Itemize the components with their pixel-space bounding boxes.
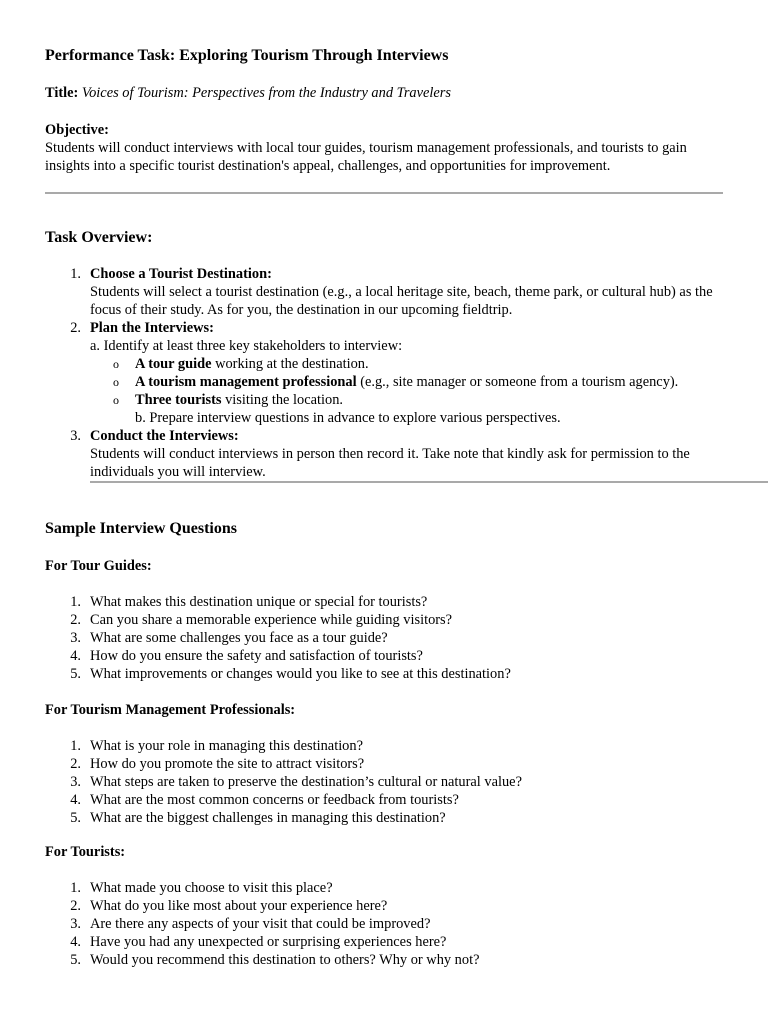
question-text: What do you like most about your experience here? — [90, 898, 388, 914]
tour-guide-questions — [45, 593, 725, 683]
list-item-label: Plan the Interviews: — [90, 320, 214, 336]
tourist-questions — [45, 879, 725, 969]
list-number: 2. — [70, 612, 81, 628]
group-heading-management: For Tourism Management Professionals: — [45, 702, 296, 718]
question-text: How do you ensure the safety and satisfaction of tourists? — [90, 648, 423, 664]
task-overview-heading: Task Overview: — [45, 229, 153, 246]
list-item — [45, 791, 725, 809]
list-number: 3. — [70, 428, 81, 444]
list-number: 1. — [70, 266, 81, 282]
stakeholder-name: A tour guide — [135, 356, 212, 372]
question-text: What is your role in managing this destination? — [90, 738, 363, 754]
prepare-questions-text: b. Prepare interview questions in advance to explore various perspectives. — [135, 410, 561, 426]
bullet-marker: o — [113, 393, 119, 407]
list-item — [45, 265, 725, 319]
list-number: 3. — [70, 630, 81, 646]
list-number: 2. — [70, 756, 81, 772]
list-item — [45, 647, 725, 665]
question-text: What steps are taken to preserve the destination’s cultural or natural value? — [90, 774, 522, 790]
objective-label: Objective: — [45, 122, 109, 138]
list-item — [45, 951, 725, 969]
list-item-text: Students will select a tourist destination (e.g., a local heritage site, beach, theme park, or cultural hub) as the focus of their study. As for you, the destination in our upcoming fieldtrip. — [90, 284, 713, 318]
question-text: Would you recommend this destination to others? Why or why not? — [90, 952, 480, 968]
stakeholder-item — [90, 355, 725, 373]
stakeholder-name: A tourism management professional — [135, 374, 357, 390]
list-item — [45, 611, 725, 629]
list-number: 1. — [70, 594, 81, 610]
list-item — [45, 427, 725, 481]
stakeholder-detail: working at the destination. — [211, 356, 369, 372]
question-text: How do you promote the site to attract visitors? — [90, 756, 365, 772]
list-item — [45, 319, 725, 427]
question-text: Are there any aspects of your visit that could be improved? — [90, 916, 431, 932]
sample-questions-heading: Sample Interview Questions — [45, 520, 237, 537]
list-item — [45, 897, 725, 915]
list-number: 2. — [70, 320, 81, 336]
management-questions — [45, 737, 725, 827]
bullet-marker: o — [113, 357, 119, 371]
list-item — [45, 933, 725, 951]
question-text: What are some challenges you face as a tour guide? — [90, 630, 388, 646]
stakeholder-detail: visiting the location. — [221, 392, 343, 408]
question-text: Have you had any unexpected or surprising experiences here? — [90, 934, 447, 950]
question-text: What makes this destination unique or special for tourists? — [90, 594, 428, 610]
list-item — [45, 809, 725, 827]
stakeholder-item — [90, 373, 725, 391]
list-number: 5. — [70, 952, 81, 968]
list-item — [45, 737, 725, 755]
list-item-label: Choose a Tourist Destination: — [90, 266, 272, 282]
list-number: 4. — [70, 792, 81, 808]
objective-section — [45, 121, 725, 175]
stakeholder-detail: (e.g., site manager or someone from a tourism agency). — [356, 374, 679, 390]
document-title-line — [45, 84, 451, 102]
list-item — [45, 915, 725, 933]
title-label: Title: — [45, 85, 79, 101]
list-number: 5. — [70, 666, 81, 682]
list-item-text: a. Identify at least three key stakeholders to interview: — [90, 338, 403, 354]
bullet-marker: o — [113, 375, 119, 389]
list-number: 5. — [70, 810, 81, 826]
list-item — [45, 665, 725, 683]
title-value: Voices of Tourism: Perspectives from the Industry and Travelers — [81, 85, 451, 101]
list-item — [45, 773, 725, 791]
stakeholder-item — [90, 391, 725, 409]
list-number: 3. — [70, 916, 81, 932]
list-item — [45, 755, 725, 773]
question-text: What are the biggest challenges in managing this destination? — [90, 810, 446, 826]
objective-text: Students will conduct interviews with local tour guides, tourism management professionals, and tourists to gain insights into a specific tourist destination's appeal, challenges, and opportunities for improvement. — [45, 140, 687, 174]
stakeholder-name: Three tourists — [135, 392, 222, 408]
question-text: Can you share a memorable experience while guiding visitors? — [90, 612, 453, 628]
page-title: Performance Task: Exploring Tourism Through Interviews — [45, 47, 449, 64]
list-item — [45, 629, 725, 647]
list-number: 1. — [70, 880, 81, 896]
question-text: What are the most common concerns or feedback from tourists? — [90, 792, 459, 808]
list-item — [45, 879, 725, 897]
list-item-label: Conduct the Interviews: — [90, 428, 239, 444]
list-number: 3. — [70, 774, 81, 790]
question-text: What improvements or changes would you like to see at this destination? — [90, 666, 511, 682]
divider — [45, 192, 723, 194]
group-heading-tourists: For Tourists: — [45, 844, 126, 860]
task-overview-list — [45, 265, 725, 481]
group-heading-tour-guides: For Tour Guides: — [45, 558, 152, 574]
list-number: 2. — [70, 898, 81, 914]
list-number: 4. — [70, 934, 81, 950]
list-item-text: Students will conduct interviews in person then record it. Take note that kindly ask for permission to the individuals you will interview. — [90, 446, 690, 480]
list-number: 1. — [70, 738, 81, 754]
list-item — [45, 593, 725, 611]
list-number: 4. — [70, 648, 81, 664]
divider — [90, 481, 768, 483]
question-text: What made you choose to visit this place? — [90, 880, 333, 896]
